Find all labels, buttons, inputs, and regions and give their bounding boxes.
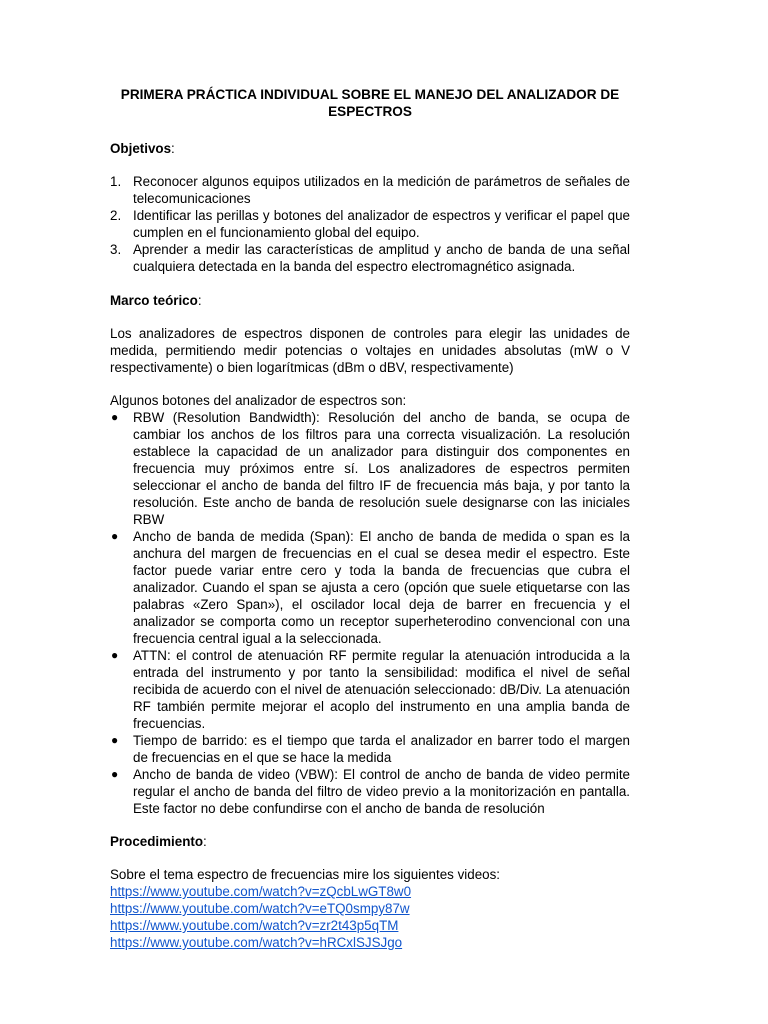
list-item-text: Identificar las perillas y botones del analizador de espectros y verificar el papel que cumplen en el funcionamiento global del equipo. [133,208,630,240]
list-item-text: ATTN: el control de atenuación RF permite regular la atenuación introducida a la entrada del instrumento y por tanto la sensibilidad: modifica el nivel de señal recibida de acuerdo con el nivel de atenuación seleccionado: dB/Div. La atenuación RF también permite mejorar el acoplo del instrumento en una amplia banda de frecuencias. [133,648,630,731]
list-item [110,173,630,207]
document-body [110,86,630,951]
marco-paragraph: Los analizadores de espectros disponen de controles para elegir las unidades de medida, permitiendo medir potencias o voltajes en unidades absolutas (mW o V respectivamente) o bien logarítmicas (dBm o dBV, respectivamente) [110,326,630,375]
list-item-number: 2. [110,208,122,223]
list-item-number: 3. [110,242,122,257]
list-item-number: 1. [110,174,122,189]
procedimiento-heading [110,833,630,850]
video-link[interactable]: https://www.youtube.com/watch?v=zQcbLwGT8w0 [110,884,412,899]
list-item-text: Reconocer algunos equipos utilizados en la medición de parámetros de señales de telecomunicaciones [133,174,630,206]
page-title: PRIMERA PRÁCTICA INDIVIDUAL SOBRE EL MANEJO DEL ANALIZADOR DE ESPECTROS [120,87,620,119]
list-item [110,528,630,647]
video-link[interactable]: https://www.youtube.com/watch?v=eTQ0smpy87w [110,901,410,916]
video-links [110,883,630,951]
procedimiento-heading-text: Procedimiento [110,834,204,849]
bullet-icon: ● [111,410,119,424]
marco-heading [110,292,630,309]
list-item-text: Ancho de banda de video (VBW): El control de ancho de banda de video permite regular el ancho de banda del filtro de video previo a la monitorización en pantalla. Este factor no debe confundirse con el ancho de banda de resolución [133,767,630,816]
list-item [110,732,630,766]
botones-list [110,409,630,817]
marco-heading-text: Marco teórico [110,293,198,308]
objetivos-heading-colon: : [171,141,175,156]
list-item-text: Ancho de banda de medida (Span): El ancho de banda de medida o span es la anchura del margen de frecuencias en el cual se desea medir el espectro. Este factor puede variar entre cero y toda la banda de frecuencias que cubra el analizador. Cuando el span se ajusta a cero (opción que suele etiquetarse con las palabras «Zero Span»), el oscilador local deja de barrer en frecuencia y el analizador se comporta como un receptor superheterodino convencional con una frecuencia central igual a la seleccionada. [133,529,630,646]
procedimiento-heading-colon: : [203,834,207,849]
botones-intro: Algunos botones del analizador de espectros son: [110,393,407,408]
list-item-text: RBW (Resolution Bandwidth): Resolución del ancho de banda, se ocupa de cambiar los anchos de los filtros para una correcta visualización. La resolución establece la capacidad de un analizador para distinguir dos componentes en frecuencia muy próximos entre sí. Los analizadores de espectros permiten seleccionar el ancho de banda del filtro IF de frecuencia más baja, y por tanto la resolución. Este ancho de banda de resolución suele designarse con las iniciales RBW [133,410,630,527]
list-item [110,409,630,528]
bullet-icon: ● [111,767,119,781]
video-link[interactable]: https://www.youtube.com/watch?v=hRCxlSJSJgo [110,935,403,950]
procedimiento-intro: Sobre el tema espectro de frecuencias mire los siguientes videos: [110,867,501,882]
list-item [110,766,630,817]
bullet-icon: ● [111,529,119,543]
objetivos-heading-text: Objetivos [110,141,172,156]
list-item [110,241,630,275]
list-item-text: Aprender a medir las características de amplitud y ancho de banda de una señal cualquiera detectada en la banda del espectro electromagnético asignada. [133,242,630,274]
bullet-icon: ● [111,648,119,662]
marco-heading-colon: : [197,293,202,308]
video-link[interactable]: https://www.youtube.com/watch?v=zr2t43p5qTM [110,918,399,933]
list-item [110,647,630,732]
list-item-text: Tiempo de barrido: es el tiempo que tarda el analizador en barrer todo el margen de frecuencias en el que se hace la medida [133,733,630,765]
list-item [110,207,630,241]
bullet-icon: ● [111,733,119,747]
objetivos-heading [110,140,630,157]
objetivos-list [110,173,630,275]
